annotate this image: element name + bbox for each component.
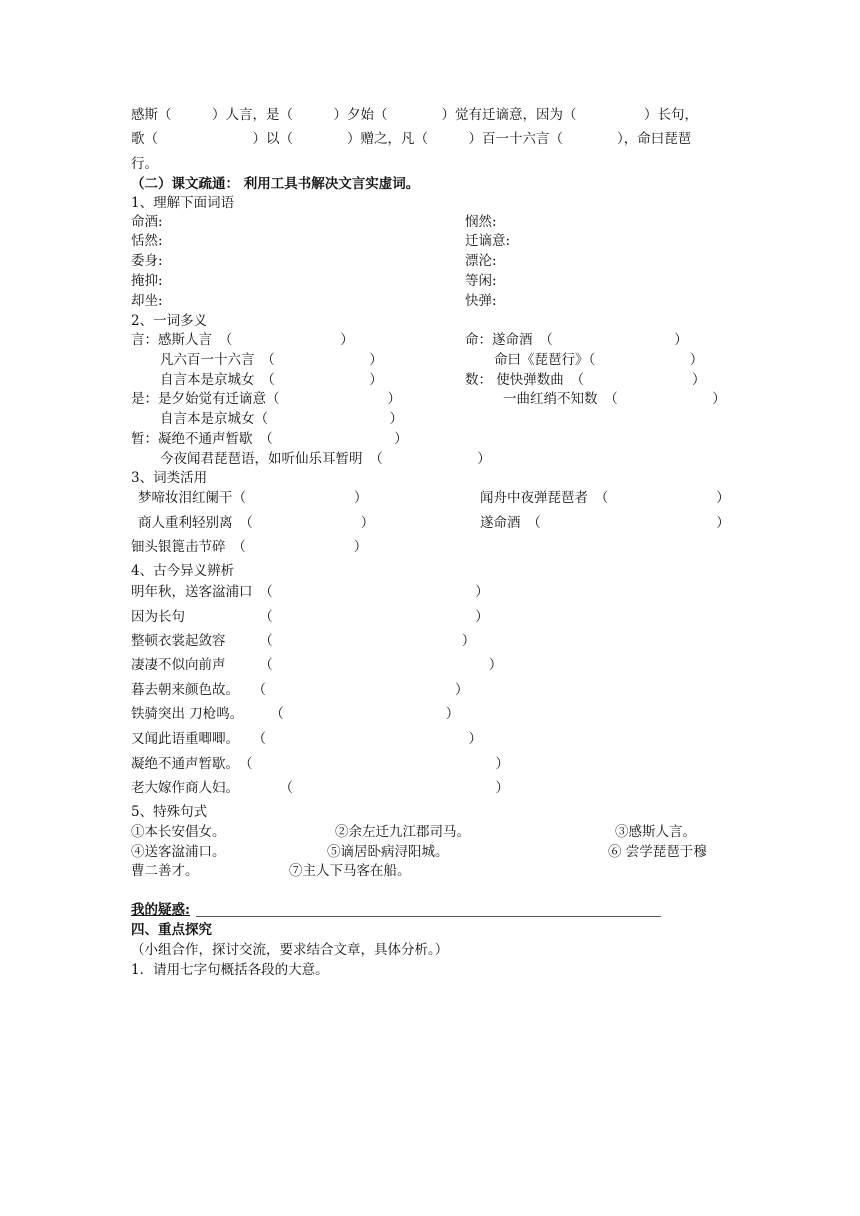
q1-left-term: 恬然: bbox=[131, 233, 163, 249]
intro-line-3: 行。 bbox=[131, 156, 158, 172]
q2-right-line: 命：遂命酒 （ ） bbox=[465, 332, 688, 348]
q5-item: ⑥ 尝学琵琶于穆 bbox=[608, 844, 707, 860]
q4-line: 凝绝不通声暂歇。 （ ） bbox=[131, 756, 509, 772]
q5-item: ③感斯人言。 bbox=[615, 824, 696, 840]
q4-title: 4、古今异义辨析 bbox=[131, 563, 235, 579]
q3-left-line: 商人重利轻别离 （ ） bbox=[138, 515, 375, 531]
q4-line: 整顿衣裳起敛容 （ ） bbox=[131, 633, 476, 649]
q2-line: 今夜闻君琵琶语，如听仙乐耳暂明 （ ） bbox=[160, 451, 491, 467]
section-4-note: （小组合作，探讨交流，要求结合文章，具体分析。） bbox=[131, 942, 449, 958]
q4-line: 暮去朝来颜色故。 （ ） bbox=[131, 682, 469, 698]
q4-line: 铁骑突出 刀枪鸣。 （ ） bbox=[131, 706, 460, 722]
q3-right-line: 遂命酒 （ ） bbox=[480, 515, 730, 531]
q1-left-term: 委身: bbox=[131, 253, 163, 269]
doubt-label: 我的疑惑: bbox=[131, 902, 190, 918]
q1-title: 1、理解下面词语 bbox=[131, 195, 235, 211]
q1-right-term: 快弹: bbox=[465, 293, 497, 309]
q4-line: 老大嫁作商人妇。 （ ） bbox=[131, 780, 509, 796]
q5-item: 曹二善才。 bbox=[131, 863, 199, 879]
q4-line: 明年秋，送客湓浦口 （ ） bbox=[131, 584, 489, 600]
q2-right-line: 数： 使快弹数曲 （ ） bbox=[465, 372, 706, 388]
q5-item: ①本长安倡女。 bbox=[131, 824, 226, 840]
q4-line: 因为长句 （ ） bbox=[131, 609, 489, 625]
q3-title: 3、词类活用 bbox=[131, 470, 208, 486]
q5-item: ⑦主人下马客在船。 bbox=[289, 863, 411, 879]
q5-item: ⑤谪居卧病浔阳城。 bbox=[327, 844, 449, 860]
q5-title: 5、特殊句式 bbox=[131, 804, 208, 820]
q2-right-line: 命曰《琵琶行》（ ） bbox=[494, 352, 704, 368]
q2-title: 2、一词多义 bbox=[131, 313, 208, 329]
q2-right-line: 一曲红绡不知数 （ ） bbox=[503, 391, 726, 407]
q4-line: 又闻此语重唧唧。 （ ） bbox=[131, 731, 482, 747]
doubt-answer-line bbox=[196, 916, 661, 917]
q5-item: ④送客湓浦口。 bbox=[131, 844, 226, 860]
q2-line: 自言本是京城女（ ） bbox=[160, 411, 403, 427]
q2-line: 言：感斯人言 （ ） bbox=[131, 332, 354, 348]
q3-right-line: 闻舟中夜弹琵琶者 （ ） bbox=[480, 490, 730, 506]
section-4-title: 四、重点探究 bbox=[131, 922, 212, 938]
intro-line-1: 感斯（ ）人言，是（ ）夕始（ ）觉有迁谪意，因为（ ）长句， bbox=[131, 107, 698, 123]
q5-item: ②余左迁九江郡司马。 bbox=[335, 824, 470, 840]
q4-line: 凄凄不似向前声 （ ） bbox=[131, 657, 503, 673]
section-4-question-1: 1．请用七字句概括各段的大意。 bbox=[131, 962, 329, 978]
section-2-title: （二）课文疏通： 利用工具书解决文言实虚词。 bbox=[131, 176, 420, 192]
q1-right-term: 漂沦: bbox=[465, 253, 497, 269]
intro-line-2: 歌（ ）以（ ）赠之，凡（ ）百一十六言（ ），命曰琵琶 bbox=[131, 131, 692, 147]
q1-left-term: 命酒: bbox=[131, 214, 163, 230]
q2-line: 凡六百一十六言 （ ） bbox=[160, 352, 383, 368]
q1-left-term: 却坐: bbox=[131, 293, 163, 309]
q1-right-term: 迁谪意: bbox=[465, 233, 511, 249]
q3-left-line: 梦啼妆泪红阑干（ ） bbox=[138, 490, 368, 506]
q2-line: 暂：凝绝不通声暂歇 （ ） bbox=[131, 431, 408, 447]
q1-right-term: 等闲: bbox=[465, 273, 497, 289]
q1-left-term: 掩抑: bbox=[131, 273, 163, 289]
q1-right-term: 悯然: bbox=[465, 214, 497, 230]
q2-line: 自言本是京城女 （ ） bbox=[160, 372, 383, 388]
q2-line: 是：是夕始觉有迁谪意（ ） bbox=[131, 391, 401, 407]
q3-left-line: 钿头银篦击节碎 （ ） bbox=[131, 539, 368, 555]
